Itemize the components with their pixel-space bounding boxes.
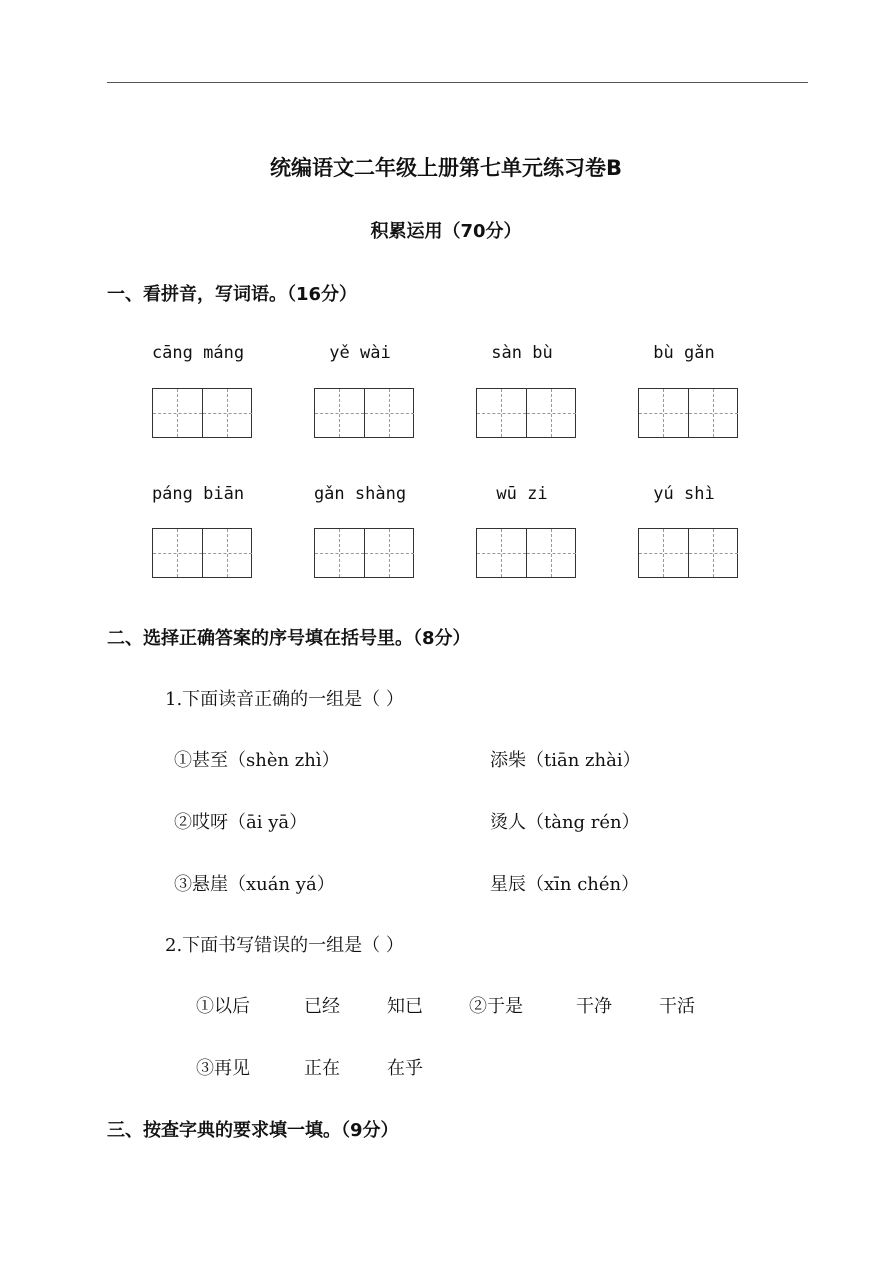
word-choice: 干净 [576,996,612,1017]
option-3-left: ③悬崖（xuán yá） [174,874,335,895]
word-choice: ②于是 [469,996,523,1017]
pinyin-label: yú shì [653,484,715,504]
option-2-left: ②哎呀（āi yā） [174,812,308,833]
page-title: 统编语文二年级上册第七单元练习卷B [269,156,622,180]
pinyin-label: sàn bù [491,343,553,363]
section-3-heading: 三、按查字典的要求填一填。（9分） [107,1120,399,1141]
section-1-heading: 一、看拼音，写词语。（16分） [107,284,358,305]
writing-grid[interactable] [314,388,414,438]
writing-grid[interactable] [152,528,252,578]
pinyin-label: gǎn shàng [313,484,407,504]
section-2-heading: 二、选择正确答案的序号填在括号里。（8分） [107,628,471,649]
word-choice: ③再见 [196,1058,250,1079]
writing-grid[interactable] [152,388,252,438]
writing-grid[interactable] [638,528,738,578]
pinyin-label: páng biān [151,484,245,504]
word-choice: ①以后 [196,996,250,1017]
word-choice: 在乎 [387,1058,423,1079]
pinyin-label: wū zi [496,484,548,504]
option-3-right: 星辰（xīn chén） [490,874,640,895]
question-1-prompt: 1.下面读音正确的一组是（ ） [165,689,404,710]
word-choice: 干活 [659,996,695,1017]
option-1-left: ①甚至（shèn zhì） [174,750,340,771]
writing-grid[interactable] [476,388,576,438]
word-choice: 正在 [304,1058,340,1079]
word-choice: 知已 [387,996,423,1017]
pinyin-label: cāng máng [151,343,245,363]
option-1-right: 添柴（tiān zhài） [490,750,641,771]
question-2-prompt: 2.下面书写错误的一组是（ ） [165,935,404,956]
word-choice: 已经 [304,996,340,1017]
page-subtitle: 积累运用（70分） [370,221,522,242]
pinyin-label: bù gǎn [653,343,715,363]
writing-grid[interactable] [476,528,576,578]
option-2-right: 烫人（tàng rén） [490,812,640,833]
top-rule [107,82,808,83]
pinyin-label: yě wài [329,343,391,363]
writing-grid[interactable] [314,528,414,578]
writing-grid[interactable] [638,388,738,438]
